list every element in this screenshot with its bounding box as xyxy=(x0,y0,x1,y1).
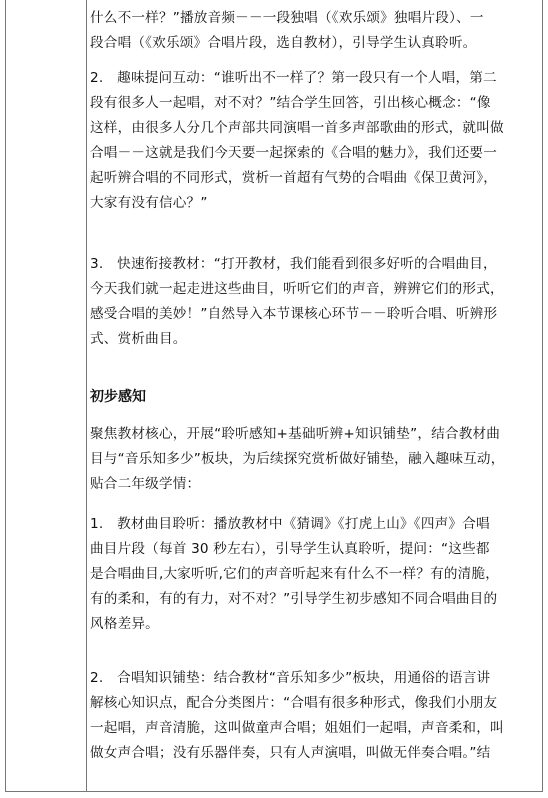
paragraph-2 xyxy=(90,66,504,216)
paragraph-3 xyxy=(90,252,504,352)
paragraph-4 xyxy=(90,422,505,497)
text-line: 段有很多人一起唱，对不对？”结合学生回答，引出核心概念：“像 xyxy=(90,95,491,111)
text-line: 聚焦教材核心，开展“聆听感知+基础听辨+知识铺垫”，结合教材曲 xyxy=(90,426,501,442)
text-line: 解核心知识点，配合分类图片：“合唱有很多种形式，像我们小朋友 xyxy=(90,695,498,711)
paragraph-5 xyxy=(90,512,499,637)
lesson-table xyxy=(5,0,543,792)
text-line: 一起唱，声音清脆，这叫做童声合唱；姐姐们一起唱，声音柔和，叫 xyxy=(90,720,504,736)
section-heading-text: 初步感知 xyxy=(90,389,146,405)
column-divider xyxy=(86,0,87,791)
text-line: 感受合唱的美妙！”自然导入本节课核心环节－－聆听合唱、听辨形 xyxy=(90,306,498,322)
text-line: 式、赏析曲目。 xyxy=(90,331,187,347)
text-line: 合唱－－这就是我们今天要一起探索的《合唱的魅力》，我们还要一 xyxy=(90,145,498,161)
text-line: 1. 教材曲目聆听：播放教材中《猜调》《打虎上山》《四声》合唱 xyxy=(90,516,490,532)
paragraph-1 xyxy=(90,6,484,56)
text-line: 贴合二年级学情： xyxy=(90,476,201,492)
text-line: 今天我们就一起走进这些曲目，听听它们的声音，辨辨它们的形式， xyxy=(90,281,504,297)
text-line: 大家有没有信心？” xyxy=(90,195,208,211)
text-line: 段合唱（《欢乐颂》合唱片段，选自教材），引导学生认真聆听。 xyxy=(90,35,477,51)
text-line: 这样，由很多人分几个声部共同演唱一首多声部歌曲的形式，就叫做 xyxy=(90,120,504,136)
section-heading xyxy=(90,385,146,410)
text-line: 什么不一样？”播放音频－－一段独唱（《欢乐颂》独唱片段）、一 xyxy=(90,10,484,26)
text-line: 起听辨合唱的不同形式，赏析一首超有气势的合唱曲《保卫黄河》， xyxy=(90,170,498,186)
text-line: 目与“音乐知多少”板块，为后续探究赏析做好铺垫，融入趣味互动， xyxy=(90,451,505,467)
text-line: 2. 趣味提问互动：“谁听出不一样了？第一段只有一个人唱，第二 xyxy=(90,70,497,86)
paragraph-6 xyxy=(90,666,504,766)
text-line: 曲目片段（每首 30 秒左右），引导学生认真聆听，提问：“这些都 xyxy=(90,541,490,557)
text-line: 是合唱曲目,大家听听,它们的声音听起来有什么不一样？有的清脆， xyxy=(90,566,500,582)
text-line: 2. 合唱知识铺垫：结合教材“音乐知多少”板块，用通俗的语言讲 xyxy=(90,670,491,686)
text-line: 做女声合唱；没有乐器伴奏，只有人声演唱，叫做无伴奏合唱。”结 xyxy=(90,745,491,761)
text-line: 风格差异。 xyxy=(90,616,159,632)
text-line: 3. 快速衔接教材：“打开教材，我们能看到很多好听的合唱曲目， xyxy=(90,256,497,272)
text-line: 有的柔和，有的有力，对不对？”引导学生初步感知不同合唱曲目的 xyxy=(90,591,498,607)
